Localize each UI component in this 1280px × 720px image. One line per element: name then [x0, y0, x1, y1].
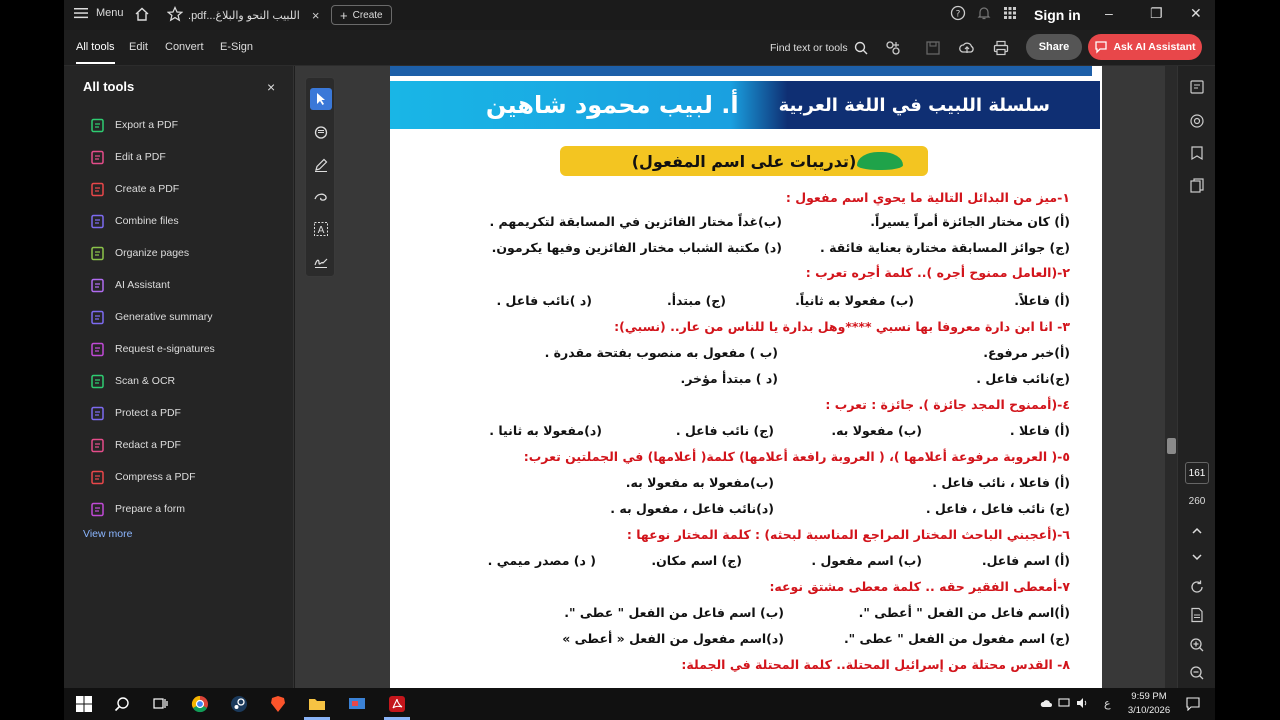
share-label: Share [1038, 41, 1070, 53]
tool-item-organize-pages[interactable] [90, 243, 189, 263]
request-esignatures-icon [90, 342, 105, 357]
answer-option: (أ) فاعلا ، نائب فاعل . [932, 475, 1070, 490]
search-icon [854, 41, 868, 55]
tool-label: Generative summary [115, 311, 213, 323]
banner-author: أ. لبيب محمود شاهين [485, 91, 739, 119]
chevron-down-icon [1191, 551, 1203, 563]
answer-option: (ج) اسم مكان. [651, 553, 742, 568]
tool-label: Prepare a form [115, 503, 186, 515]
maximize-button[interactable]: ❐ [1150, 5, 1163, 21]
combine-files-icon [90, 214, 105, 229]
answer-option: (د)مفعولا به ثانيا . [489, 423, 602, 438]
find-text-or-tools[interactable] [770, 41, 868, 55]
tab-esign[interactable]: E-Sign [220, 41, 254, 53]
zoom-in-icon [1189, 637, 1205, 653]
task-view-button[interactable] [150, 694, 170, 714]
zoom-out-icon [1189, 665, 1205, 681]
answer-option: (ب) اسم فاعل من الفعل " عطى ". [564, 605, 784, 620]
ai-panel-button[interactable] [1188, 112, 1206, 130]
start-button[interactable] [74, 694, 94, 714]
highlight-tool[interactable] [310, 154, 332, 176]
all-tools-panel [64, 66, 294, 688]
answer-option: (أ) فاعلا . [1009, 423, 1070, 438]
answer-option: (ج)نائب فاعل . [976, 371, 1070, 386]
question-text: ٢-(العامل ممنوح أجره ).. كلمة أجره تعرب : [805, 265, 1070, 280]
tool-label: Scan & OCR [115, 375, 176, 387]
answer-option: (د)نائب فاعل ، مفعول به . [610, 501, 774, 516]
hamburger-icon [74, 7, 88, 19]
answer-option: ( د) مصدر ميمي . [487, 553, 596, 568]
answer-option: (أ) اسم فاعل. [981, 553, 1070, 568]
chevron-up-icon [1191, 525, 1203, 537]
menu-label: Menu [96, 7, 124, 19]
screen-app[interactable] [347, 694, 367, 714]
minimize-button[interactable]: – [1105, 5, 1113, 21]
search-taskbar-button[interactable] [112, 694, 132, 714]
ai-tools-icon[interactable] [884, 39, 902, 57]
tool-label: Create a PDF [115, 183, 180, 195]
tool-label: Export a PDF [115, 119, 179, 131]
page-banner [390, 81, 1100, 129]
rotate-icon [1189, 579, 1205, 595]
answer-option: (ب) مفعولا به. [831, 423, 922, 438]
svg-text:A: A [317, 225, 325, 236]
title-bar [64, 0, 1215, 30]
comments-panel-button[interactable] [1188, 78, 1206, 96]
tool-item-protect-pdf[interactable] [90, 403, 181, 423]
comment-icon [313, 125, 329, 141]
tool-label: Organize pages [115, 247, 190, 259]
tray-cloud-icon[interactable] [1040, 697, 1054, 709]
compress-pdf-icon [90, 470, 105, 485]
zoom-in-button[interactable] [1188, 636, 1206, 654]
chrome-icon [191, 695, 209, 713]
tool-item-create-pdf[interactable] [90, 179, 179, 199]
file-explorer-app[interactable] [307, 694, 327, 714]
tool-item-ai-assistant[interactable] [90, 275, 170, 295]
pen-icon [313, 157, 329, 173]
tab-close-button[interactable]: × [311, 7, 320, 23]
create-pdf-icon [90, 182, 105, 197]
tool-item-combine-files[interactable] [90, 211, 179, 231]
clock-date: 3/10/2026 [1127, 705, 1171, 716]
organize-pages-icon [90, 246, 105, 261]
bell-icon[interactable] [976, 5, 992, 21]
clock-time: 9:59 PM [1131, 691, 1167, 702]
refresh-button[interactable] [1188, 578, 1206, 596]
question-text: ٧-أمعطى الفقير حقه .. كلمة معطى مشتق نوعه: [769, 579, 1070, 594]
tool-label: AI Assistant [115, 279, 170, 291]
question-text: ٦-(أعجبني الباحث المختار المراجع المناسبة لبحثه) : كلمة المختار نوعها : [626, 527, 1070, 542]
pages-icon [1189, 177, 1205, 193]
pdf-page [390, 66, 1102, 688]
ai-assistant-icon [90, 278, 105, 293]
previous-page-button[interactable] [1188, 522, 1206, 540]
input-language[interactable]: ع [1104, 698, 1111, 710]
pages-thumbnails-button[interactable] [1188, 176, 1206, 194]
answer-option: (د ) مبتدأ مؤخر. [680, 371, 778, 386]
total-pages: 260 [1188, 496, 1206, 507]
answer-option: (ج) نائب فاعل . [675, 423, 774, 438]
acrobat-icon [388, 695, 406, 713]
network-icon[interactable] [1058, 697, 1072, 709]
svg-text:?: ? [955, 9, 961, 20]
tab-convert[interactable]: Convert [165, 41, 204, 53]
comment-tool[interactable] [310, 122, 332, 144]
tab-all-tools[interactable]: All tools [76, 41, 115, 53]
plus-icon: + [340, 7, 348, 23]
scan-ocr-icon [90, 374, 105, 389]
ask-ai-label: Ask AI Assistant [1113, 41, 1196, 53]
add-comment-icon [1189, 79, 1205, 95]
question-text: ٨- القدس محتلة من إسرائيل المحتلة.. كلمة المحتلة في الجملة: [681, 657, 1070, 672]
ask-ai-assistant-button[interactable] [1088, 34, 1202, 60]
vertical-scrollbar[interactable] [1165, 66, 1177, 688]
tool-item-scan-ocr[interactable] [90, 371, 175, 391]
home-button[interactable] [134, 6, 150, 22]
panel-close-button[interactable]: × [267, 79, 276, 95]
task-view-icon [152, 696, 168, 712]
current-page-number: 161 [1188, 467, 1206, 479]
answer-option: (د) مكتبة الشباب مختار الفائزين وفيها يكرمون. [491, 240, 782, 255]
answer-option: (أ) كان مختار الجائزة أمراً يسيراً. [870, 214, 1070, 229]
tab-edit[interactable]: Edit [129, 41, 148, 53]
select-tool[interactable] [310, 88, 332, 110]
tool-label: Request e-signatures [115, 343, 215, 355]
tool-item-edit-pdf[interactable] [90, 147, 166, 167]
export-pdf-icon [90, 118, 105, 133]
steam-icon [230, 695, 248, 713]
help-icon[interactable] [950, 5, 966, 21]
favorite-button[interactable] [167, 6, 183, 22]
document-viewport[interactable] [295, 66, 1165, 688]
volume-icon[interactable] [1076, 697, 1090, 709]
tool-item-redact-pdf[interactable] [90, 435, 181, 455]
section-title: (تدريبات على اسم المفعول) [631, 151, 857, 171]
folder-icon [308, 696, 326, 712]
tool-item-export-pdf[interactable] [90, 115, 178, 135]
steam-app[interactable] [229, 694, 249, 714]
tab-title: اللبيب النحو والبلاغ...pdf. [188, 9, 300, 22]
menu-button[interactable] [74, 7, 124, 19]
sign-tool[interactable] [310, 250, 332, 272]
monitor-icon [348, 696, 366, 712]
zoom-out-button[interactable] [1188, 664, 1206, 682]
windows-logo-icon [76, 696, 92, 712]
draw-tool[interactable] [310, 186, 332, 208]
text-box-icon [313, 221, 329, 237]
answer-option: (ج) مبتدأ. [667, 293, 726, 308]
right-rail [1177, 66, 1215, 688]
tool-label: Combine files [115, 215, 179, 227]
home-icon [134, 6, 150, 22]
answer-option: (ب)غداً مختار الفائزين في المسابقة لتكريمهم . [489, 214, 782, 229]
freehand-icon [313, 189, 329, 205]
close-window-button[interactable]: ✕ [1190, 5, 1202, 21]
text-tool[interactable] [310, 218, 332, 240]
chrome-app[interactable] [190, 694, 210, 714]
acrobat-app[interactable] [387, 694, 407, 714]
page-top-band [390, 66, 1092, 76]
banner-series-title: سلسلة اللبيب في اللغة العربية [778, 94, 1050, 116]
search-icon [114, 696, 130, 712]
create-button[interactable] [331, 5, 392, 25]
edit-pdf-icon [90, 150, 105, 165]
redact-pdf-icon [90, 438, 105, 453]
question-text: ٣- انا ابن دارة معروفا بها نسبي ****وهل بدارة يا للناس من عار.. (نسبي): [614, 319, 1070, 334]
next-page-button[interactable] [1188, 548, 1206, 566]
answer-option: (د )نائب فاعل . [496, 293, 592, 308]
sign-in-button[interactable]: Sign in [1034, 7, 1081, 23]
answer-option: (ج) نائب فاعل ، فاعل . [925, 501, 1070, 516]
document-icon [1189, 607, 1205, 623]
acrobat-window [64, 0, 1215, 688]
tool-label: Redact a PDF [115, 439, 181, 451]
question-text: ٤-(أممنوح المجد جائزة ). جائزة : تعرب : [825, 397, 1070, 412]
document-tab[interactable] [188, 4, 324, 26]
answer-option: (أ)خبر مرفوع. [983, 345, 1070, 360]
brave-icon [270, 695, 286, 713]
scrollbar-thumb[interactable] [1167, 438, 1176, 454]
answer-option: (أ) فاعلاً. [1014, 293, 1070, 308]
share-button[interactable] [1026, 34, 1082, 60]
section-title-badge [560, 146, 928, 176]
answer-option: (ج) اسم مفعول من الفعل " عطى ". [843, 631, 1070, 646]
bookmark-icon [1189, 145, 1205, 161]
answer-option: (ب ) مفعول به منصوب بفتحة مقدرة . [544, 345, 778, 360]
question-text: ١-ميز من البدائل التالية ما يحوي اسم مفعول : [785, 190, 1070, 205]
panel-title: All tools [83, 79, 135, 94]
save-icon[interactable] [924, 39, 942, 57]
windows-taskbar [64, 688, 1215, 720]
tool-item-generative-summary[interactable] [90, 307, 212, 327]
clock[interactable] [1119, 690, 1179, 718]
bookmarks-button[interactable] [1188, 144, 1206, 162]
protect-pdf-icon [90, 406, 105, 421]
green-leaf-decoration [857, 152, 903, 170]
star-icon [167, 6, 183, 22]
current-page-field[interactable] [1185, 462, 1209, 484]
answer-option: (ج) جوائز المسابقة مختارة بعناية فائقة . [819, 240, 1070, 255]
brave-app[interactable] [268, 694, 288, 714]
answer-option: (ب)مفعولا به مفعولا به. [625, 475, 774, 490]
answer-option: (ب) مفعولا به ثانياً. [795, 293, 914, 308]
print-icon[interactable] [992, 39, 1010, 57]
tool-item-request-esignatures[interactable] [90, 339, 215, 359]
notifications-icon[interactable] [1186, 697, 1200, 711]
signature-icon [313, 253, 329, 269]
tool-item-compress-pdf[interactable] [90, 467, 196, 487]
tool-item-prepare-form[interactable] [90, 499, 185, 519]
question-text: ٥-( العروبة مرفوعة أعلامها )، ( العروبة رافعة أعلامها) كلمة( أعلامها) في الجملتين تعرب: [523, 449, 1070, 464]
main-toolbar [64, 30, 1215, 66]
page-fit-button[interactable] [1188, 606, 1206, 624]
answer-option: (ب) اسم مفعول . [811, 553, 922, 568]
ai-spark-icon [1189, 113, 1205, 129]
prepare-form-icon [90, 502, 105, 517]
find-label: Find text or tools [770, 42, 848, 54]
tool-label: Protect a PDF [115, 407, 181, 419]
section-title-text: تدريبات على اسم المفعول [639, 151, 849, 171]
cursor-icon [315, 92, 327, 106]
answer-option: (د)اسم مفعول من الفعل « أعطى » [562, 631, 784, 646]
upload-cloud-icon[interactable] [958, 39, 976, 57]
annotation-toolbar [305, 77, 335, 277]
tool-label: Edit a PDF [115, 151, 166, 163]
create-label: Create [352, 9, 383, 21]
generative-summary-icon [90, 310, 105, 325]
tool-label: Compress a PDF [115, 471, 196, 483]
apps-grid-icon[interactable] [1002, 5, 1018, 21]
view-more-link[interactable]: View more [83, 528, 133, 540]
ai-chat-icon [1094, 40, 1108, 54]
answer-option: (أ)اسم فاعل من الفعل " أعطى ". [858, 605, 1070, 620]
